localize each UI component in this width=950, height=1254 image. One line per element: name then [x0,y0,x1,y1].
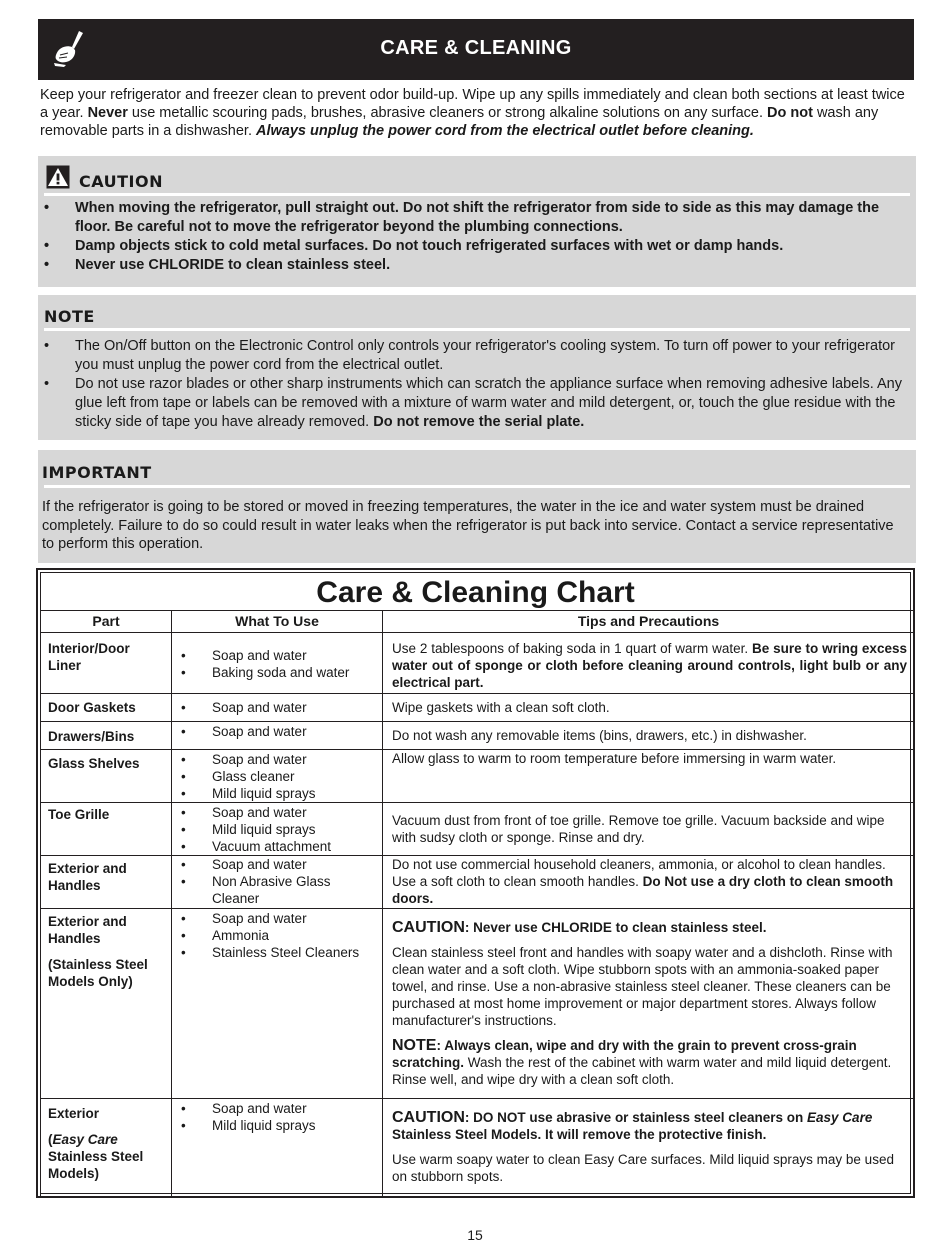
page-number: 15 [467,1227,483,1243]
caution-line [392,1109,907,1143]
table-row [41,633,915,694]
use-cell [172,694,383,722]
list-item [180,1117,378,1134]
part-cell: Glass Shelves [41,750,172,803]
use-text: Stainless Steel Cleaners [212,945,360,960]
use-text: Glass cleaner [212,769,295,784]
tips-cell: Wipe gaskets with a clean soft cloth. [383,694,915,722]
list-item [180,927,378,944]
list-item [180,751,378,768]
list-item [180,804,378,821]
tip-text: Use 2 tablespoons of baking soda in 1 quart of warm water. [392,641,752,656]
tips-cell: Allow glass to warm to room temperature before immersing in warm water. [383,750,915,803]
use-cell [172,750,383,803]
tip-text: Use warm soapy water to clean Easy Care surfaces. Mild liquid sprays may be used on stubborn spots. [392,1152,894,1184]
use-cell [172,909,383,1099]
use-text: Baking soda and water [212,665,350,680]
bullet: • [44,257,50,273]
use-text: Soap and water [212,700,307,715]
intro-text-bold: Never [87,105,128,121]
column-header-what-to-use: What To Use [172,611,383,633]
part-cell [41,909,172,1099]
column-header-part: Part [41,611,172,633]
tips-cell: Do not wash any removable items (bins, drawers, etc.) in dishwasher. [383,722,915,750]
bullet: • [181,665,186,680]
important-text: If the refrigerator is going to be stored or moved in freezing temperatures, the water in the ice and water system must be drained completely. Failure to do so could result in water leaks when the refrigerator is put back into service. Contact a service representative to perform this operation. [42,499,894,552]
table-row [41,750,915,803]
list-item [180,944,378,961]
paren: ( [48,1132,53,1147]
bullet: • [181,769,186,784]
bullet: • [181,822,186,837]
part-cell: Drawers/Bins [41,722,172,750]
use-text: Mild liquid sprays [212,786,316,801]
caution-box [38,156,916,287]
part-cell [41,1099,172,1198]
list-item [180,723,378,740]
note-line [392,1037,907,1088]
chart-table [40,610,915,1198]
bullet: • [44,338,50,354]
bullet: • [181,1118,186,1133]
bullet: • [181,786,186,801]
note-list [38,337,906,432]
bullet: • [181,928,186,943]
intro-text: wash any removable parts in a dishwasher. [40,105,879,139]
intro-warning: Always unplug the power cord from the electrical outlet before cleaning. [256,123,754,139]
use-text: Non Abrasive Glass Cleaner [212,874,331,906]
important-box [38,450,916,563]
important-heading: IMPORTANT [42,463,152,482]
use-text: Soap and water [212,857,307,872]
list-item [180,821,378,838]
bullet: • [181,752,186,767]
note-text: Wash the rest of the cabinet with warm water and mild liquid detergent. Rinse well, and wipe dry with a clean soft cloth. [392,1055,892,1087]
list-item [180,910,378,927]
part-cell: Interior/Door Liner [41,633,172,694]
caution-label: CAUTION [392,1109,465,1126]
use-text: Soap and water [212,752,307,767]
table-row [41,694,915,722]
tip-text-bold: Be sure to wring excess water out of sponge or cloth before cleaning around controls, light bulb or any electrical part. [392,641,907,690]
tips-cell [383,856,915,909]
use-text: Soap and water [212,911,307,926]
use-cell [172,633,383,694]
list-item [180,647,378,664]
note-text-bold: : Always clean, wipe and dry with the grain to prevent cross-grain scratching. [392,1038,857,1070]
list-item [180,856,378,873]
caution-text: When moving the refrigerator, pull straight out. Do not shift the refrigerator from side to side as this may damage the floor. Be careful not to move the refrigerator beyond the plumbing connections. [75,200,880,235]
bullet: • [181,724,186,739]
bullet: • [181,1101,186,1116]
caution-text: : Never use CHLORIDE to clean stainless steel. [464,920,767,935]
table-row [41,856,915,909]
bullet: • [44,376,50,392]
caution-text: : DO NOT use abrasive or stainless steel cleaners on [464,1110,808,1125]
caution-heading: CAUTION [79,172,163,191]
bullet: • [181,805,186,820]
bullet: • [181,648,186,663]
intro-text-bold: Do not [767,105,813,121]
tips-cell [383,633,915,694]
table-row [41,1099,915,1198]
bullet: • [181,839,186,854]
table-row [41,909,915,1099]
use-text: Ammonia [212,928,270,943]
part-name: Exterior and Handles [48,914,127,946]
use-cell [172,1099,383,1198]
bullet: • [181,700,186,715]
use-text: Soap and water [212,1101,307,1116]
use-text: Vacuum attachment [212,839,332,854]
part-subtitle-rest: Stainless Steel Models) [48,1149,144,1181]
bullet: • [44,200,50,216]
note-label: NOTE [392,1037,437,1054]
list-item [38,237,906,256]
list-item [180,838,378,855]
use-text: Mild liquid sprays [212,1118,316,1133]
tips-cell [383,909,915,1099]
table-row [41,803,915,856]
use-text: Soap and water [212,805,307,820]
note-text: The On/Off button on the Electronic Control only controls your refrigerator's cooling system. To turn off power to your refrigerator you must unplug the power cord from the electrical outlet. [75,338,895,373]
caution-text: Never use CHLORIDE to clean stainless steel. [75,257,391,273]
bullet: • [181,911,186,926]
bullet: • [44,238,50,254]
page-title: CARE & CLEANING [380,37,572,59]
intro-paragraph [40,86,914,140]
use-text: Mild liquid sprays [212,822,316,837]
part-cell: Toe Grille [41,803,172,856]
part-subtitle-italic: Easy Care [52,1132,118,1147]
intro-text: Keep your refrigerator and freezer clean to prevent odor build-up. Wipe up any spills immediately and clean both sections at least twice a year. [40,87,905,121]
chart-frame [40,572,911,1194]
list-item [180,768,378,785]
divider [44,328,910,331]
part-cell: Exterior and Handles [41,856,172,909]
note-text: Do not use razor blades or other sharp instruments which can scratch the appliance surface when removing adhesive labels. Any glue left from tape or labels can be removed with a mixture of warm water and mild detergent, or, touch the glue residue with the sticky side of tape you have already removed. [75,376,902,430]
note-heading: NOTE [44,307,95,326]
tips-cell: Vacuum dust from front of toe grille. Remove toe grille. Vacuum backside and wipe with sudsy cloth or sponge. Rinse and dry. [383,803,915,856]
use-cell [172,856,383,909]
list-item [180,873,378,907]
tips-cell [383,1099,915,1198]
bullet: • [181,857,186,872]
use-cell [172,803,383,856]
caution-text-italic: Easy Care [807,1110,873,1125]
chart-title: Care & Cleaning Chart [316,576,635,609]
list-item [180,785,378,802]
table-header-row [41,611,915,633]
caution-list [38,199,906,275]
use-cell [172,722,383,750]
list-item [180,664,378,681]
column-header-tips: Tips and Precautions [383,611,915,633]
use-text: Soap and water [212,648,307,663]
tip-text-bold: Do Not use a dry cloth to clean smooth doors. [392,874,894,906]
bullet: • [181,945,186,960]
note-text-bold: Do not remove the serial plate. [373,414,585,430]
warning-icon [46,165,70,189]
part-subtitle [48,1131,165,1182]
caution-text: Stainless Steel Models. It will remove the protective finish. [392,1127,767,1142]
list-item [38,199,906,237]
divider [44,193,910,196]
part-cell: Door Gaskets [41,694,172,722]
list-item [38,375,906,432]
list-item [38,337,906,375]
part-subtitle: (Stainless Steel Models Only) [48,957,148,989]
part-name: Exterior [48,1106,100,1121]
tip-text: Do not use commercial household cleaners, ammonia, or alcohol to clean handles. Use a soft cloth to clean smooth handles. [392,857,886,889]
table-row [41,722,915,750]
note-box [38,295,916,440]
list-item [180,1100,378,1117]
caution-text: Damp objects stick to cold metal surfaces. Do not touch refrigerated surfaces with wet or damp hands. [75,238,784,254]
bullet: • [181,874,186,889]
section-header [38,19,914,80]
caution-line [392,919,907,936]
tip-text: Clean stainless steel front and handles with soapy water and a dishcloth. Rinse with clean water and a soft cloth. Wipe stubborn spots with an ammonia-soaked paper towel, and rinse. Use a non-abrasive stainless steel cleaner. These cleaners can be purchased at most home improvement or major department stores. Always follow manufacturer's instructions. [392,945,893,1028]
divider [44,485,910,488]
care-cleaning-chart [36,568,915,1198]
list-item [38,256,906,275]
intro-text: use metallic scouring pads, brushes, abrasive cleaners or strong alkaline solutions on any surface. [127,105,768,121]
list-item [180,699,378,716]
caution-label: CAUTION [392,919,465,936]
use-text: Soap and water [212,724,307,739]
